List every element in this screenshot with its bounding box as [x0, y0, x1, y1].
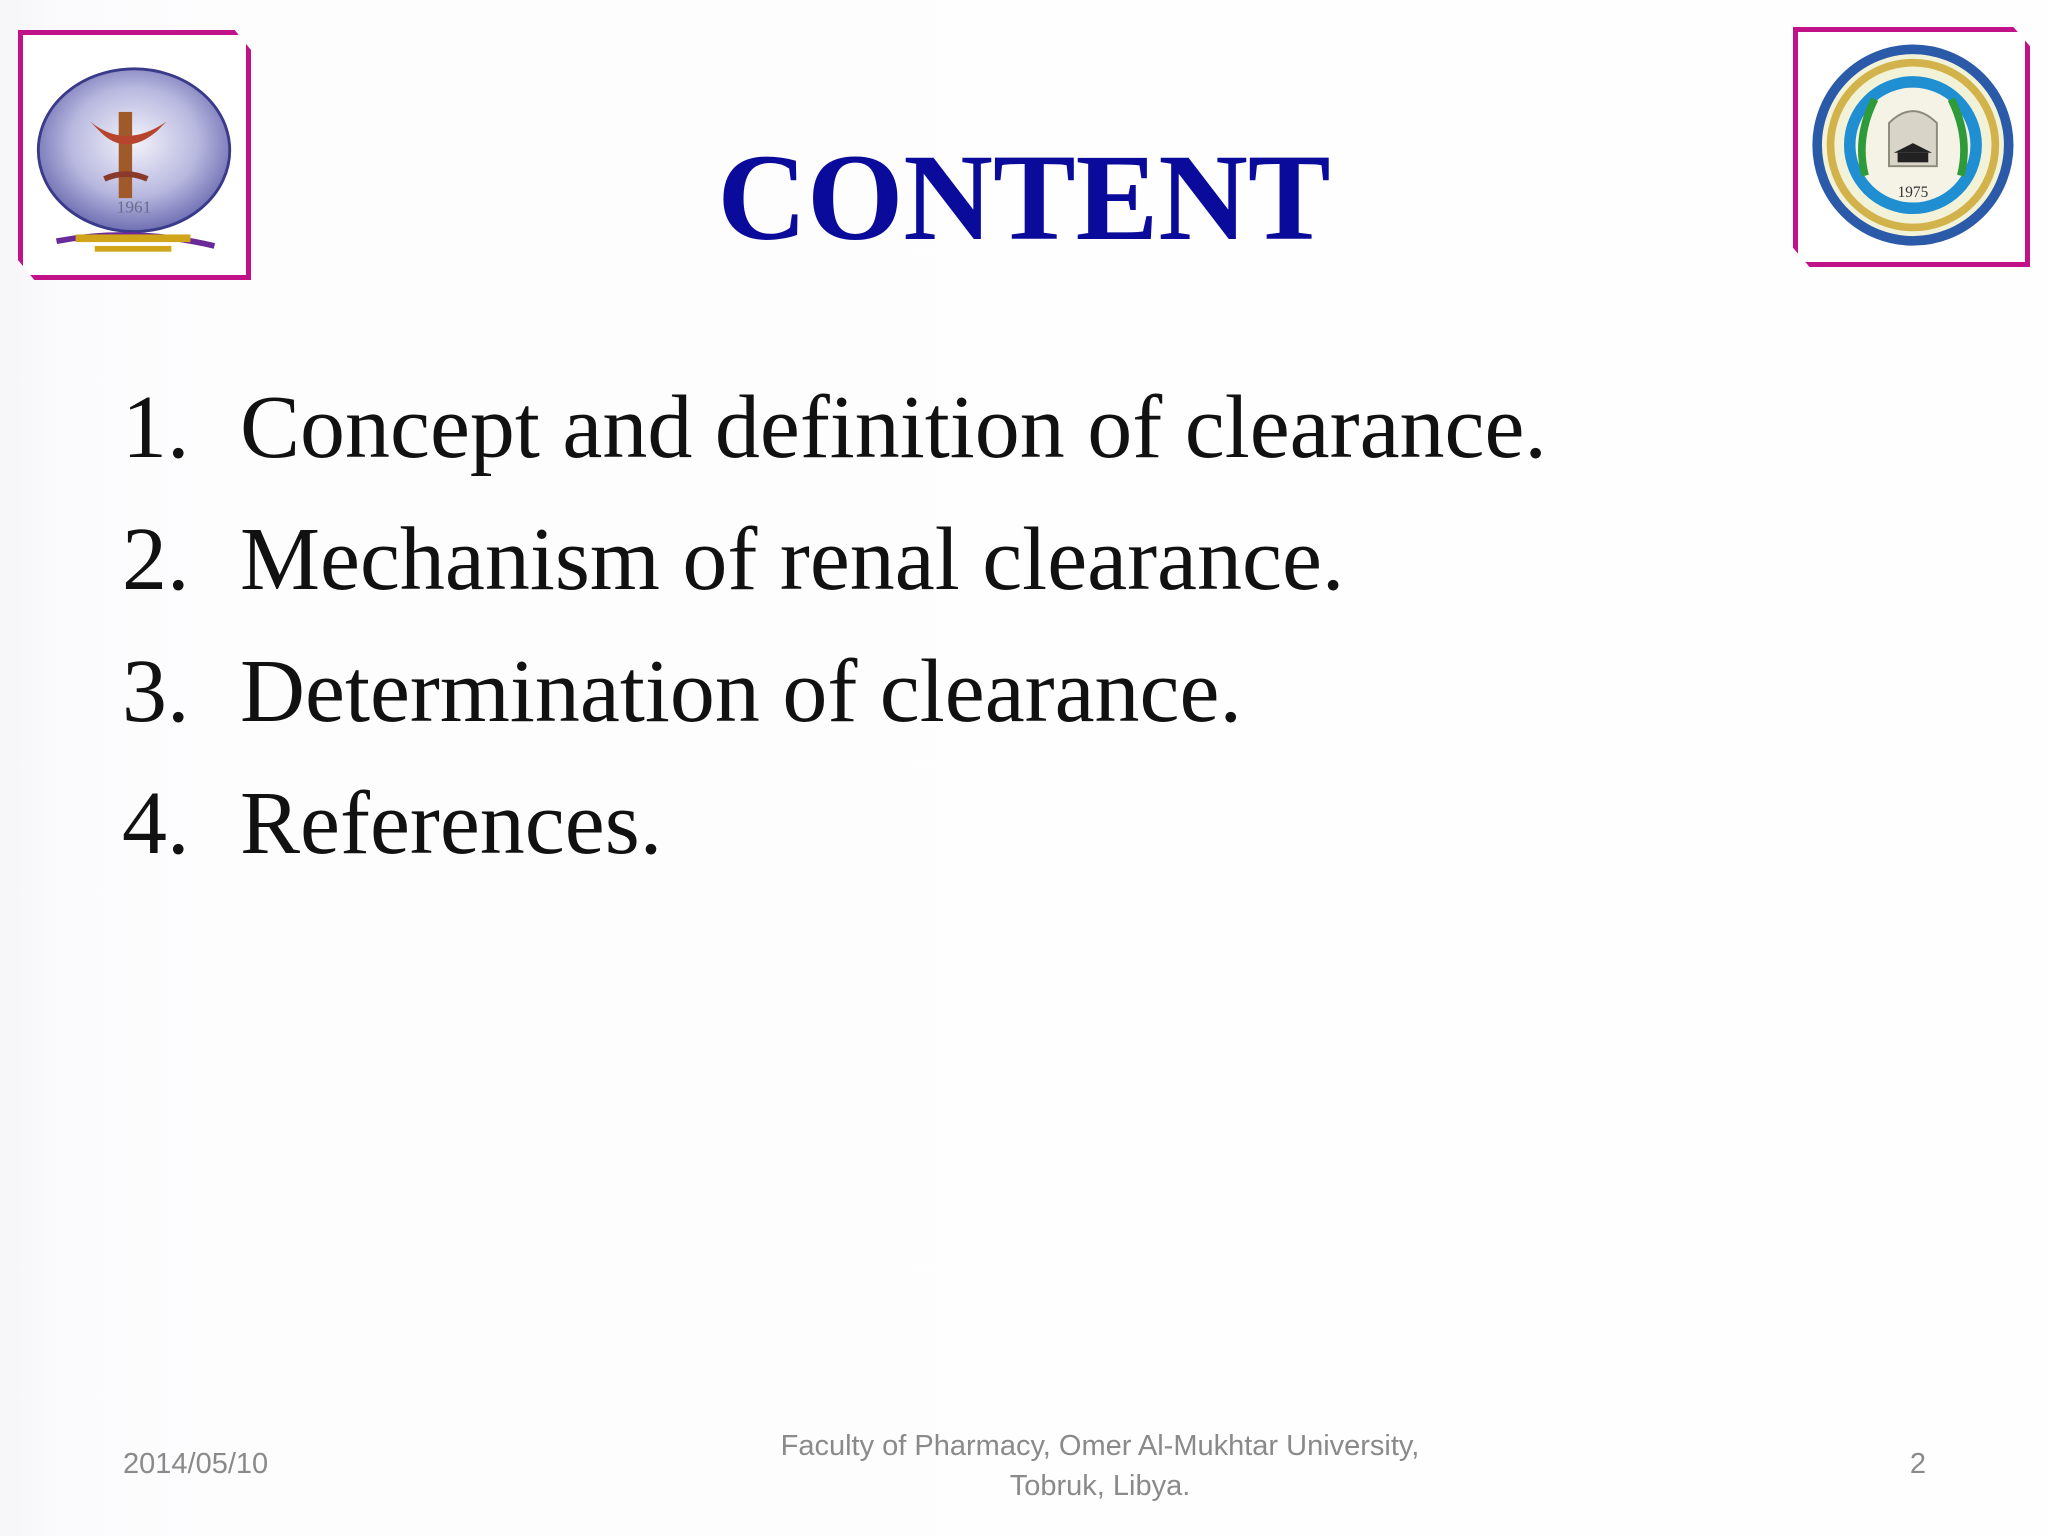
footer-institution	[640, 1426, 1560, 1506]
list-item	[122, 362, 1547, 494]
list-item-number: 3.	[122, 642, 190, 741]
svg-text:1961: 1961	[116, 197, 152, 217]
list-item	[122, 626, 1547, 758]
list-item-text: Concept and definition of clearance.	[240, 378, 1547, 477]
slide-title: CONTENT	[717, 129, 1331, 266]
list-item	[122, 494, 1547, 626]
footer-date: 2014/05/10	[123, 1448, 269, 1480]
list-item-number: 1.	[122, 378, 190, 477]
footer-institution-line1: Faculty of Pharmacy, Omer Al-Mukhtar University,	[780, 1430, 1420, 1462]
footer-institution-line2: Tobruk, Libya.	[1009, 1470, 1191, 1502]
svg-text:1975: 1975	[1897, 183, 1929, 201]
list-item	[122, 758, 1547, 890]
list-item-text: References.	[240, 774, 663, 873]
content-list	[122, 362, 1547, 890]
list-item-text: Mechanism of renal clearance.	[240, 510, 1345, 609]
list-item-text: Determination of clearance.	[240, 642, 1242, 741]
list-item-number: 2.	[122, 510, 190, 609]
list-item-number: 4.	[122, 774, 190, 873]
page-number: 2	[1909, 1448, 1926, 1480]
